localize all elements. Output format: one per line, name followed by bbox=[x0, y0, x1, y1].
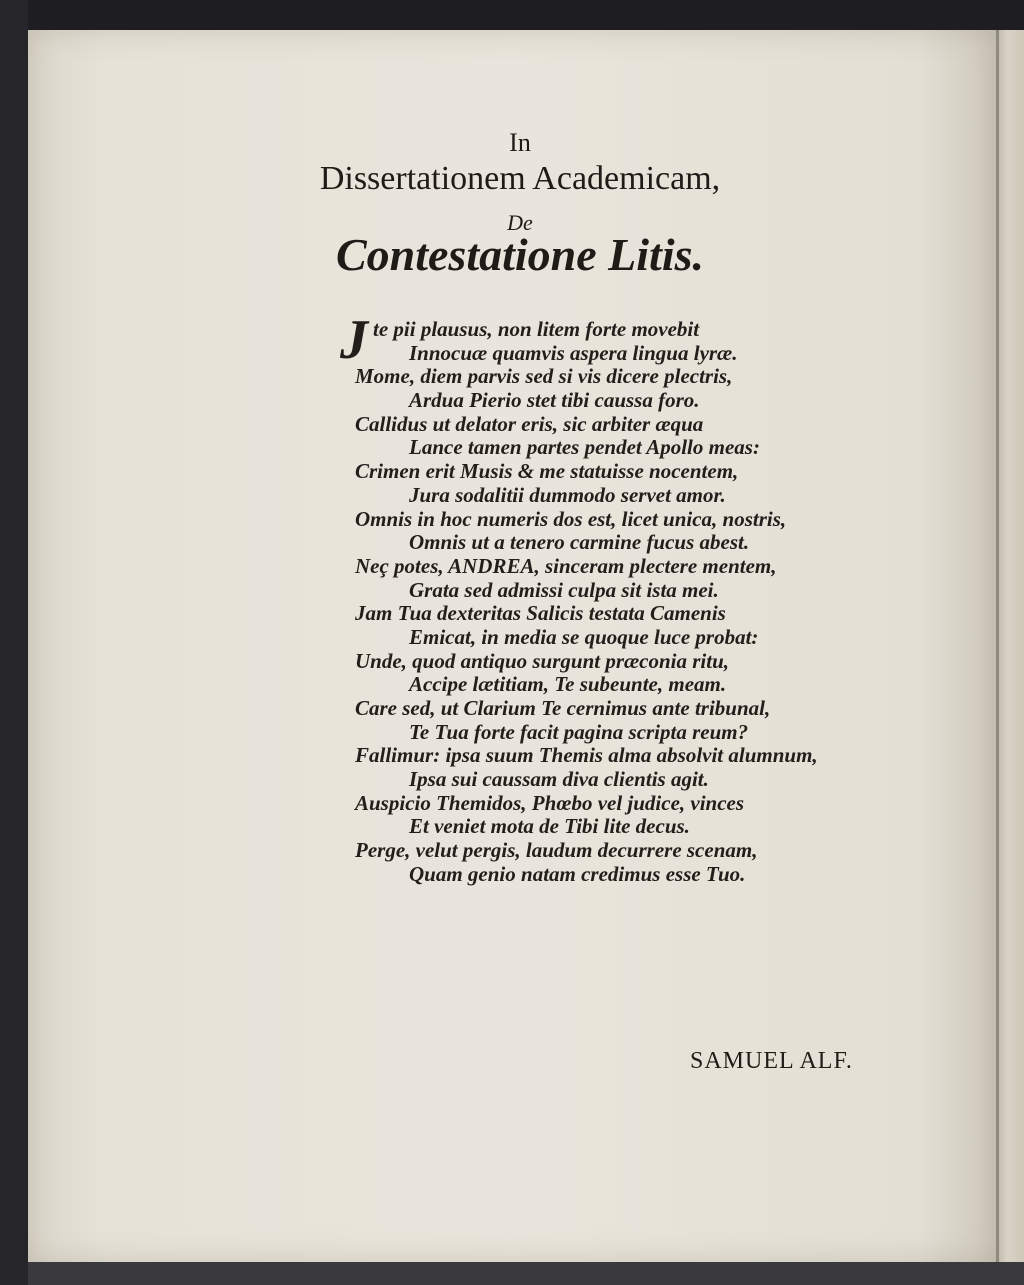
poem-line: te pii plausus, non litem forte movebit bbox=[373, 317, 700, 341]
poem-line: Auspicio Themidos, Phœbo vel judice, vinces bbox=[355, 790, 745, 815]
author-signature: SAMUEL ALF. bbox=[690, 1048, 853, 1074]
heading-de: De bbox=[507, 210, 533, 235]
poem-line: Ardua Pierio stet tibi caussa foro. bbox=[409, 388, 700, 413]
poem-line: Ipsa sui caussam diva clientis agit. bbox=[409, 767, 709, 792]
poem-line: Et veniet mota de Tibi lite decus. bbox=[409, 814, 690, 839]
poem-line: Omnis in hoc numeris dos est, licet unica, nostris, bbox=[355, 506, 787, 531]
page-gutter bbox=[996, 30, 999, 1270]
poem-line: Grata sed admissi culpa sit ista mei. bbox=[409, 577, 719, 602]
poem-line: Mome, diem parvis sed si vis dicere plectris, bbox=[355, 364, 733, 389]
heading-dissertationem: Dissertationem Academicam, bbox=[319, 160, 721, 197]
scan-frame-bottom bbox=[28, 1262, 1024, 1285]
drop-cap: J bbox=[340, 309, 368, 371]
heading-in: In bbox=[509, 128, 531, 157]
poem-line: Jura sodalitii dummodo servet amor. bbox=[409, 482, 726, 507]
poem-line: Jam Tua dexteritas Salicis testata Camenis bbox=[355, 601, 726, 626]
heading-title: Contestatione Litis. bbox=[335, 229, 705, 280]
poem bbox=[355, 318, 975, 887]
poem-line: Lance tamen partes pendet Apollo meas: bbox=[409, 435, 760, 460]
poem-line: Fallimur: ipsa suum Themis alma absolvit alumnum, bbox=[355, 743, 818, 768]
poem-line: Crimen erit Musis & me statuisse nocentem, bbox=[355, 459, 739, 484]
poem-line: Te Tua forte facit pagina scripta reum? bbox=[409, 719, 749, 744]
scan-frame-left bbox=[0, 0, 28, 1285]
poem-line: Care sed, ut Clarium Te cernimus ante tribunal, bbox=[355, 696, 771, 720]
poem-line: Perge, velut pergis, laudum decurrere scenam, bbox=[355, 838, 758, 863]
poem-line: Callidus ut delator eris, sic arbiter æqua bbox=[355, 411, 704, 436]
poem-line: Accipe lætitiam, Te subeunte, meam. bbox=[409, 672, 727, 697]
poem-line: Emicat, in media se quoque luce probat: bbox=[409, 624, 759, 649]
poem-line: Omnis ut a tenero carmine fucus abest. bbox=[409, 530, 750, 555]
poem-line: Innocuæ quamvis aspera lingua lyræ. bbox=[409, 340, 738, 365]
facing-page-edge bbox=[996, 30, 1024, 1270]
poem-line: Neç potes, ANDREA, sinceram plectere mentem, bbox=[355, 553, 777, 578]
poem-line: Unde, quod antiquo surgunt præconia ritu, bbox=[355, 648, 730, 673]
poem-line: Quam genio natam credimus esse Tuo. bbox=[409, 861, 746, 886]
scan-frame-top bbox=[0, 0, 1024, 30]
